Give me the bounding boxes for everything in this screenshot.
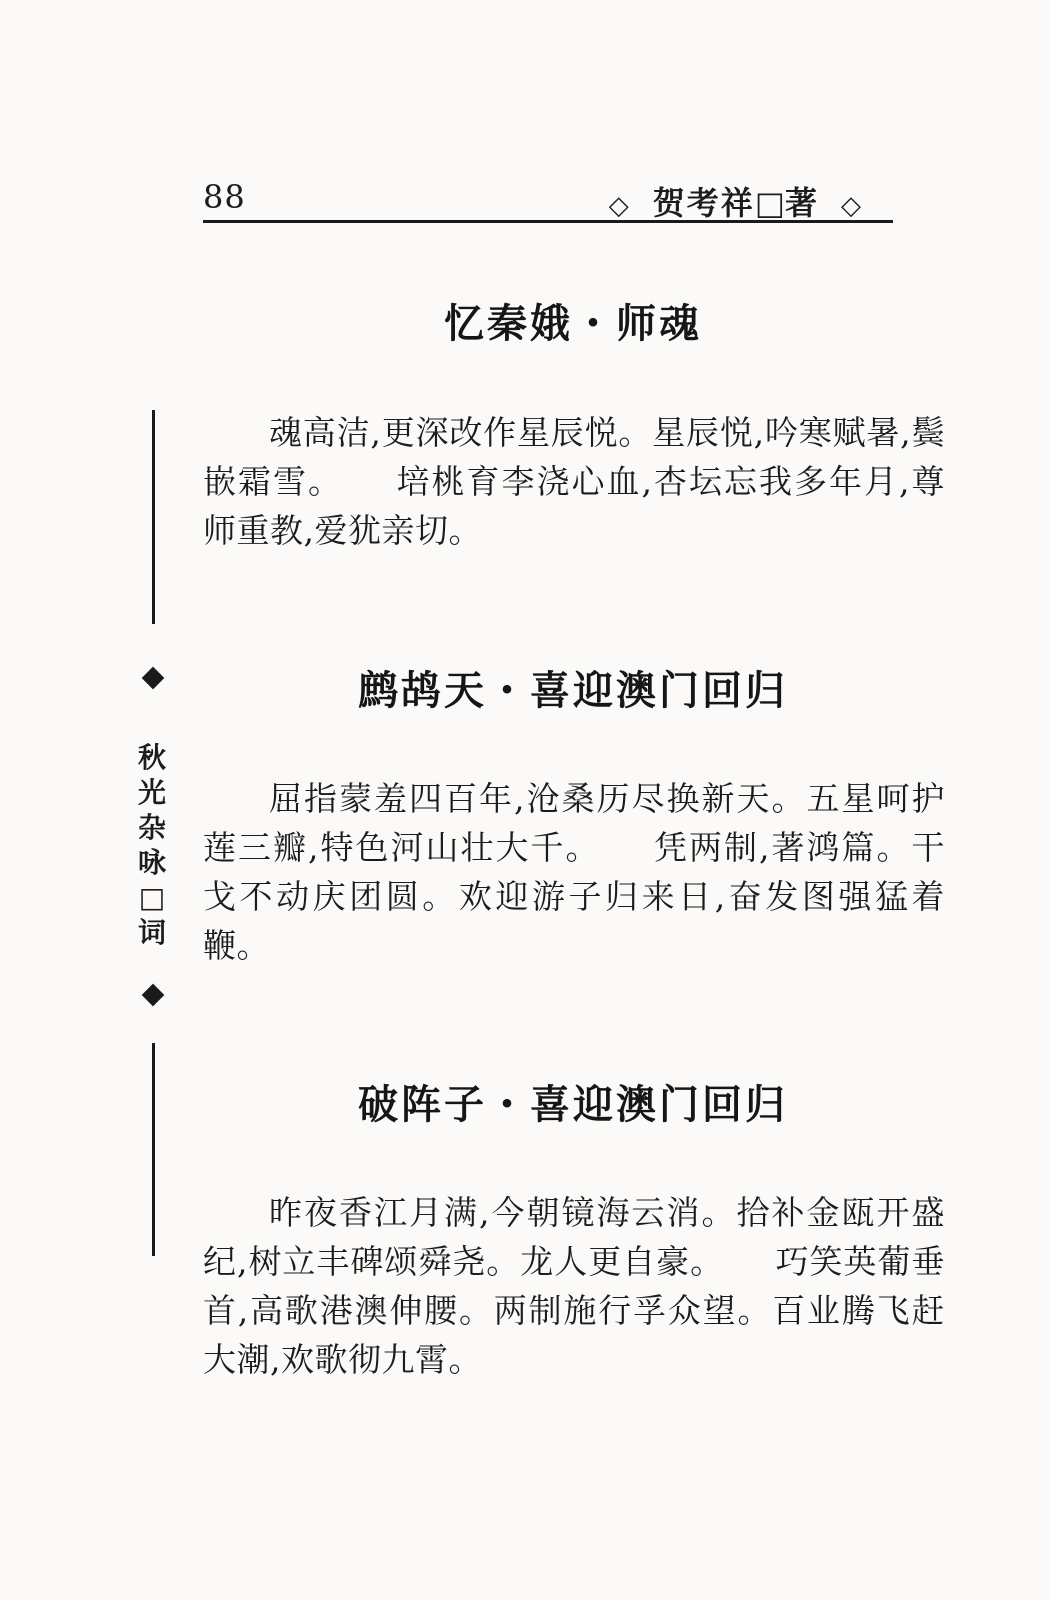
side-rule-top — [152, 410, 155, 624]
page-number: 88 — [203, 178, 246, 216]
poem-body — [203, 1188, 945, 1384]
diamond-outline-icon: ◇ — [608, 191, 629, 221]
side-book-title: 秋光杂咏□词 — [137, 741, 166, 949]
poem-body — [203, 774, 945, 970]
diamond-filled-icon — [142, 984, 165, 1007]
author-name: 贺考祥 — [652, 184, 755, 222]
side-rule-bottom — [152, 1043, 155, 1256]
running-header — [203, 176, 893, 223]
poem-title: 鹧鸪天・喜迎澳门回归 — [358, 668, 788, 714]
poem-body — [203, 408, 945, 555]
poem-text: 魂高洁,更深改作星辰悦。星辰悦,吟寒赋暑,鬓嵌霜雪。 培桃育李浇心血,杏坛忘我多年月,尊师重教,爱犹亲切。 — [203, 413, 945, 550]
poem-title: 忆秦娥・师魂 — [444, 301, 702, 347]
poem-text: 屈指蒙羞四百年,沧桑历尽换新天。五星呵护莲三瓣,特色河山壮大千。 凭两制,著鸿篇。干戈不动庆团圆。欢迎游子归来日,奋发图强猛着鞭。 — [203, 779, 945, 965]
diamond-outline-icon: ◇ — [841, 191, 861, 221]
author-role: 著 — [784, 184, 817, 222]
poem-text: 昨夜香江月满,今朝镜海云消。拾补金瓯开盛纪,树立丰碑颂舜尧。龙人更自豪。 巧笑英葡垂首,高歌港澳伸腰。两制施行孚众望。百业腾飞赶大潮,欢歌彻九霄。 — [203, 1193, 945, 1379]
diamond-filled-icon — [142, 667, 165, 690]
poem-title: 破阵子・喜迎澳门回归 — [358, 1082, 788, 1128]
box-mark: □ — [754, 184, 785, 222]
running-head — [585, 178, 885, 224]
